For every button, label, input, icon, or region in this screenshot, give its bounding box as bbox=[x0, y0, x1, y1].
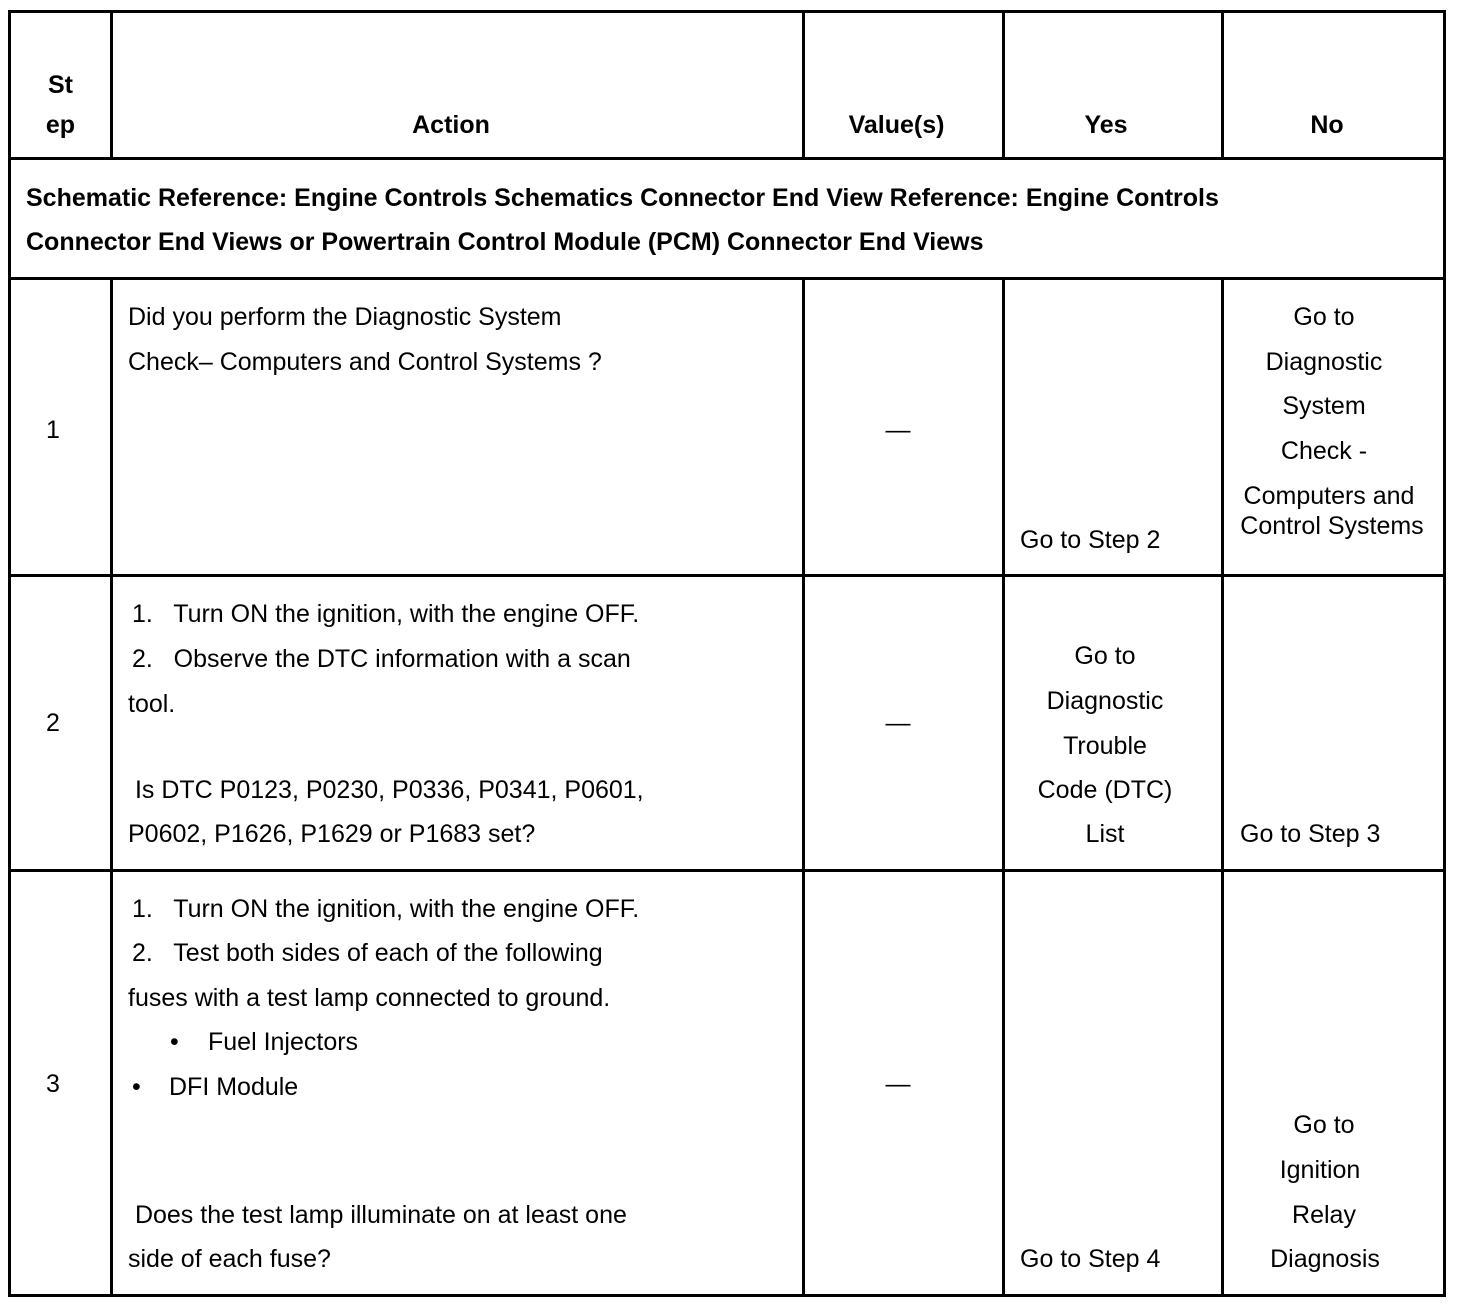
row2-yes-line: Go to bbox=[1074, 642, 1136, 670]
row3-no-line: Ignition bbox=[1279, 1156, 1361, 1184]
row2-yes-line: List bbox=[1085, 820, 1125, 848]
row2-yes-line: Code (DTC) bbox=[1037, 776, 1173, 804]
header-step-line1: St bbox=[48, 71, 73, 99]
row2-question-line2: P0602, P1626, P1629 or P1683 set? bbox=[128, 820, 536, 848]
row1-no-line: Go to bbox=[1293, 303, 1355, 331]
row3-no-line: Go to bbox=[1293, 1111, 1355, 1139]
header-action: Action bbox=[412, 111, 490, 139]
row3-action-item: 2. Test both sides of each of the following bbox=[132, 939, 603, 967]
row2-no: Go to Step 3 bbox=[1240, 820, 1381, 848]
bullet-icon: • bbox=[170, 1028, 179, 1056]
header-values: Value(s) bbox=[848, 111, 945, 139]
row3-bullet-item: DFI Module bbox=[169, 1073, 299, 1101]
row2-question-line1: Is DTC P0123, P0230, P0336, P0341, P0601, bbox=[128, 776, 644, 804]
table-border-top bbox=[8, 10, 1446, 13]
row2-yes-line: Trouble bbox=[1063, 732, 1147, 760]
row3-no-line: Relay bbox=[1292, 1201, 1356, 1229]
header-no: No bbox=[1310, 111, 1344, 139]
row3-question-line2: side of each fuse? bbox=[128, 1245, 331, 1273]
row1-no-line: Computers and bbox=[1243, 482, 1415, 510]
row2-step: 2 bbox=[46, 709, 60, 737]
row2-action-item: 2. Observe the DTC information with a scan bbox=[132, 645, 631, 673]
row3-bullet-item: Fuel Injectors bbox=[208, 1028, 359, 1056]
row3-yes: Go to Step 4 bbox=[1020, 1245, 1161, 1273]
row1-bottom-rule bbox=[8, 574, 1446, 577]
header-bottom-rule bbox=[8, 157, 1446, 160]
row1-yes: Go to Step 2 bbox=[1020, 526, 1161, 554]
row3-value: — bbox=[885, 1070, 911, 1098]
row2-bottom-rule bbox=[8, 869, 1446, 872]
header-step-line2: ep bbox=[45, 111, 76, 139]
row3-question-line1: Does the test lamp illuminate on at least one bbox=[128, 1201, 627, 1229]
table-border-bottom bbox=[8, 1294, 1446, 1297]
row1-action-line1: Did you perform the Diagnostic System bbox=[128, 303, 562, 331]
row2-action-item: 1. Turn ON the ignition, with the engine OFF. bbox=[132, 600, 640, 628]
row2-action-continuation: tool. bbox=[128, 690, 176, 718]
header-yes: Yes bbox=[1084, 111, 1128, 139]
row3-action-continuation: fuses with a test lamp connected to ground. bbox=[128, 984, 611, 1012]
row1-no-line: Diagnostic bbox=[1265, 348, 1383, 376]
row3-no-line: Diagnosis bbox=[1270, 1245, 1380, 1273]
col-divider-step bbox=[110, 277, 113, 1297]
table-border-right bbox=[1443, 10, 1446, 1297]
row1-step: 1 bbox=[46, 416, 60, 444]
row1-value: — bbox=[885, 416, 911, 444]
row2-yes-line: Diagnostic bbox=[1046, 687, 1164, 715]
row1-no-line: Control Systems bbox=[1240, 512, 1424, 540]
row1-no-line: Check - bbox=[1280, 437, 1368, 465]
row3-step: 3 bbox=[46, 1070, 60, 1098]
schematic-reference-line1: Schematic Reference: Engine Controls Schematics Connector End View Reference: Engine Controls bbox=[26, 184, 1219, 212]
reference-bottom-rule bbox=[8, 277, 1446, 280]
schematic-reference-line2: Connector End Views or Powertrain Control Module (PCM) Connector End Views bbox=[26, 228, 984, 256]
row3-action-item: 1. Turn ON the ignition, with the engine OFF. bbox=[132, 895, 640, 923]
bullet-icon: • bbox=[132, 1073, 141, 1101]
row2-value: — bbox=[885, 709, 911, 737]
row1-no-line: System bbox=[1282, 392, 1366, 420]
row1-action-line2: Check– Computers and Control Systems ? bbox=[128, 348, 602, 376]
